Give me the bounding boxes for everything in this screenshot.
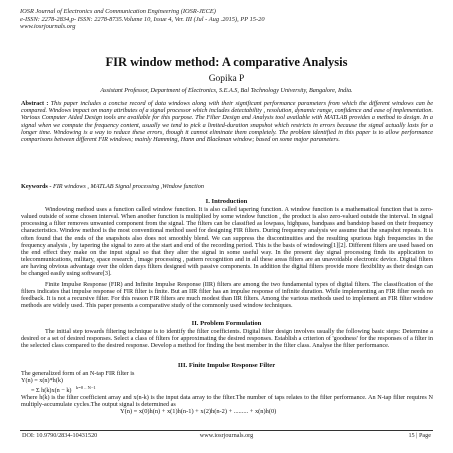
section-heading-introduction: I. Introduction (205, 198, 248, 205)
footer-divider (20, 430, 433, 431)
footer-website[interactable]: www.iosrjournals.org (199, 432, 254, 439)
journal-name: IOSR Journal of Electronics and Communication Engineering (IOSR-JECE) (20, 8, 216, 15)
keywords (21, 183, 433, 190)
abstract-text: This paper includes a concise record of data windows along with their significant performance parameters from which the different windows can be compared. Windows impact on many attributes of a signal processor which includes detectability , resolution, dynamic range, confidence and ease of implementation. Various Computer Aided Design tools are available for this purpose. The Filter Design and Analysis tool available with MATLAB provides a method to design. In a signal when we compute the frequency content, usually we tend to pick a limited-duration snapshot which restricts in errors because the signal actually lasts for a longer time. Windowing is a way to reduce these errors, though it cannot eliminate them completely. The problem identified in this paper is to allow performance comparisons between different FIR windows; mainly Hamming, Hann and Blackman window; based on some major parameters. (21, 100, 434, 144)
section-heading-problem: II. Problem Formulation (191, 320, 262, 327)
journal-website[interactable]: www.iosrjournals.org (20, 23, 76, 31)
equation-convolution (21, 377, 96, 394)
keywords-text: FIR windows , MATLAB Signal processing ,Window function (52, 183, 204, 190)
fir-paragraph-2: Where h(k) is the filter coefficient array and x(n-k) is the input data array to the filter.The number of taps relates to the filter performance. An N-tap filter requires N multiply-accumulate cycles.The output signal is determined as (21, 394, 433, 409)
abstract-label: Abstract : (21, 100, 49, 107)
problem-paragraph: The initial step towards filtering technique is to identify the filter coefficients. Digital filter design involves usually the following basic steps: Determine a desired or a set of desired responses. Select a class of filters for approximating the desired responses. Establish a criterion of 'goodness' for the responses of a filter in the selected class compared to the desired response. Develop a method for finding the best member in the filter class. Analyse the filter performance. (21, 328, 433, 350)
abstract (21, 100, 433, 143)
paper-title: FIR window method: A comparative Analysis (105, 55, 348, 69)
footer-page-number: 15 | Page (408, 432, 431, 439)
paper-affiliation: Assistant Professor, Department of Electronics, S.E.A.S, Bal Technology University, Bangalore, India. (100, 87, 353, 94)
footer-doi: DOI: 10.9790/2834-10431520 (22, 432, 98, 439)
section-heading-fir: III. Finite Impulse Response Filter (177, 362, 276, 369)
paper-author: Gopika P (208, 74, 245, 84)
intro-paragraph-1: Windowing method uses a function called window function. It is also called tapering function. A window function is a mathematical function that is zero-valued outside of some chosen interval. When another function is multiplied by some window function , the product is also zero-valued outside the interval. In signal processing a filter removes unwanted component from the signal. The filters can be classified as lowpass, highpass, bandpass and bandstop based on their frequency characteristics. Window method is the most conventional method used for designing FIR filters. During frequency analysis we assume that the snapshot repeats. It is often found that the ends of the snapshots also does not smoothly blend. We can suppress the discontinuities and the resulting spurious high frequencies in the frequency analysis , by tapering the signal to zero at the start and end of the recording period. This is the basis of windowing[1][2]. Different filters are used based on the end effect they make on the input signal so that they alter the signal in some useful way. In the present day signal processing finds its application to telecommunications, military, space research , image processing , pattern recognition and in all these areas filters are an unavoidable electronic device. Digital filters are having obvious advantage over the olden days filters designed with passive components. In addition the digital filters provide more flexibility as their design can be changed easily using software[3]. (21, 206, 433, 278)
fir-paragraph-1: The generalized form of an N-tap FIR filter is (21, 370, 135, 377)
journal-header (20, 8, 440, 31)
keywords-label: Keywords - (21, 183, 52, 190)
equation-sum: = Σ h(k)x(n − k) (31, 387, 72, 395)
intro-paragraph-2: Finite Impulse Response (FIR) and Infinite Impulse Response (IIR) filters are among the two fundamental types of digital filters. The classification of the filters indicates that impulse response of FIR filter is finite. But an IIR filter has an impulse response of infinite duration. While implementing an FIR filter needs no feedback. It is not a recursive filter. For this reason FIR filters are much modest than IIR filters. Among the various methods used to implement an FIR filter window methods are widely used. This paper presents a comparative study of the commonly used window techniques. (21, 281, 433, 310)
equation-output: Y(n) = x(0)h(n) + x(1)h(n-1) + x(2)h(n-2) + ......... + x(n)h(0) (120, 408, 277, 415)
equation-sum-limits: k=0 .. N−1 (76, 385, 96, 391)
journal-issn: e-ISSN: 2278-2834,p- ISSN: 2278-8735.Volume 10, Issue 4, Ver. III (Jul - Aug .2015), PP 15-20 (20, 15, 265, 23)
equation-line-1: Y(n) = x(n)*h(k) (21, 377, 63, 384)
equation-line-2 (21, 384, 96, 394)
